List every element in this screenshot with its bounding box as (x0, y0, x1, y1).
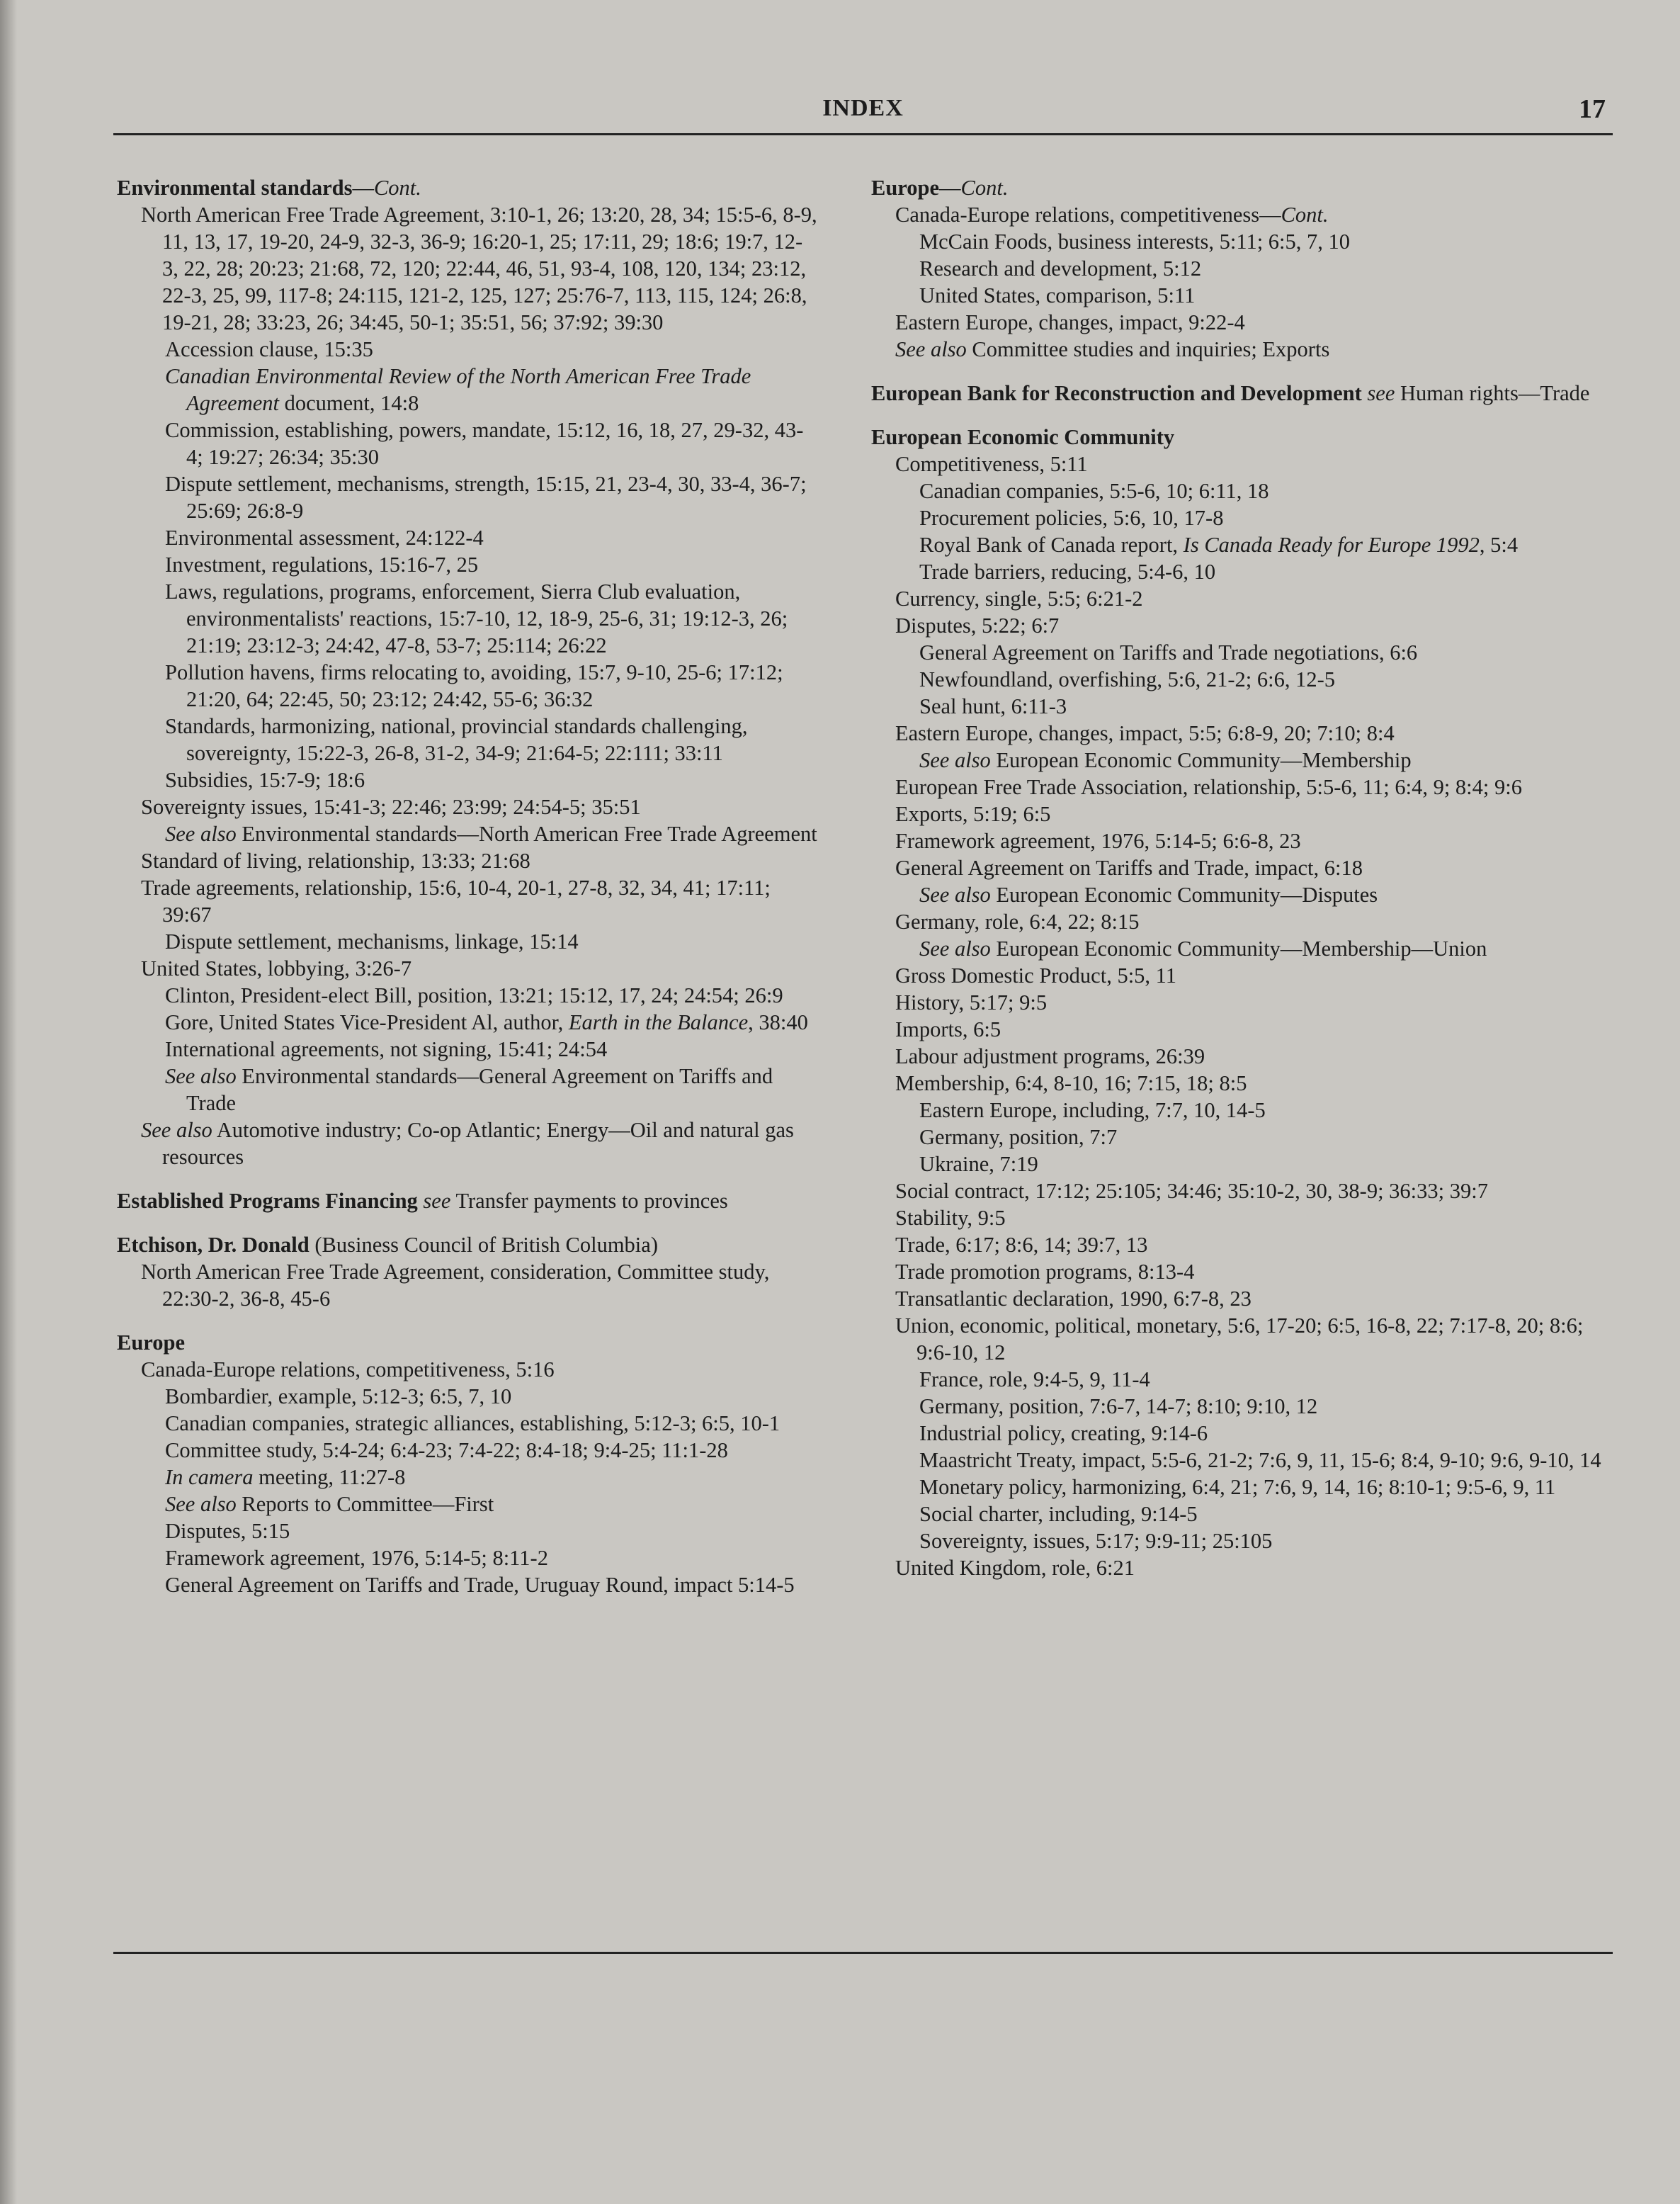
entry-text: Laws, regulations, programs, enforcement, Sierra Club evaluation, environmentalists' reactions, 15:7-10, 12, 18-9, 25-6, 31; 19:12-3, 26; 21:19; 23:12-3; 24:42, 47-8, 53-7; 25:114; 26:22 (165, 580, 788, 657)
entry-text: Subsidies, 15:7-9; 18:6 (165, 768, 365, 792)
index-entry (871, 720, 1608, 747)
index-entry (117, 1571, 818, 1598)
index-entry (117, 820, 818, 847)
entry-text: Seal hunt, 6:11-3 (919, 694, 1067, 718)
entry-text: Trade agreements, relationship, 15:6, 10-4, 20-1, 27-8, 32, 34, 41; 17:11; 39:67 (141, 876, 771, 927)
index-entry (871, 989, 1608, 1016)
entry-text: Sovereignty issues, 15:41-3; 22:46; 23:99; 24:54-5; 35:51 (141, 795, 641, 819)
entry-text: Eastern Europe, changes, impact, 5:5; 6:8-9, 20; 7:10; 8:4 (895, 721, 1395, 745)
entry-text: document, 14:8 (278, 391, 419, 415)
entry-text-after: Human rights—Trade (1395, 381, 1590, 405)
entry-heading: Etchison, Dr. Donald (117, 1233, 310, 1257)
index-entry (871, 1204, 1608, 1231)
index-entry (871, 1420, 1608, 1447)
entry-text-after: , 5:4 (1479, 533, 1519, 557)
index-entry (871, 1393, 1608, 1420)
index-entry (871, 380, 1608, 407)
entry-text: Competitiveness, 5:11 (895, 452, 1088, 476)
index-entry (871, 1016, 1608, 1043)
entry-italic: see (1367, 381, 1395, 405)
entry-heading: Europe (117, 1330, 186, 1355)
index-entry (871, 1258, 1608, 1285)
index-entry (871, 881, 1608, 908)
entry-text: Standards, harmonizing, national, provincial standards challenging, sovereignty, 15:22-3, 26-8, 31-2, 34-9; 21:64-5; 22:111; 33:11 (165, 714, 748, 765)
entry-text: Canadian companies, 5:5-6, 10; 6:11, 18 (919, 479, 1269, 503)
entry-italic: Is Canada Ready for Europe 1992 (1183, 533, 1480, 557)
index-entry (871, 1527, 1608, 1554)
entry-text: Framework agreement, 1976, 5:14-5; 6:6-8, 23 (895, 829, 1301, 853)
entry-text: Disputes, 5:15 (165, 1519, 290, 1543)
index-entry (871, 228, 1608, 255)
index-entry (871, 854, 1608, 881)
index-entry (117, 1518, 818, 1544)
entry-text: Investment, regulations, 15:16-7, 25 (165, 553, 479, 577)
entry-italic: See also (919, 937, 991, 961)
entry-text: Reports to Committee—First (236, 1492, 494, 1516)
index-entry (871, 174, 1608, 201)
index-entry (871, 477, 1608, 504)
entry-text: Trade, 6:17; 8:6, 14; 39:7, 13 (895, 1233, 1148, 1257)
entry-text: Industrial policy, creating, 9:14-6 (919, 1421, 1208, 1445)
entry-text: Accession clause, 15:35 (165, 337, 373, 361)
entry-text: Trade barriers, reducing, 5:4-6, 10 (919, 560, 1216, 584)
index-entry (117, 551, 818, 578)
entry-text: North American Free Trade Agreement, consideration, Committee study, 22:30-2, 36-8, 45-6 (141, 1260, 770, 1311)
entry-text: Committee studies and inquiries; Exports (966, 337, 1330, 361)
index-entry (871, 504, 1608, 531)
bottom-rule (113, 1952, 1613, 1954)
entry-heading: European Economic Community (871, 425, 1175, 449)
index-entry (871, 962, 1608, 989)
entry-text: Gore, United States Vice-President Al, author, (165, 1010, 569, 1034)
entry-text: European Economic Community—Membership (990, 748, 1412, 772)
index-entry (871, 1124, 1608, 1151)
index-entry (117, 1329, 818, 1356)
index-entry (871, 1043, 1608, 1070)
index-entry (117, 713, 818, 767)
entry-text: Eastern Europe, changes, impact, 9:22-4 (895, 310, 1245, 334)
entry-text: Environmental assessment, 24:122-4 (165, 526, 484, 550)
entry-heading: European Bank for Reconstruction and Development (871, 381, 1362, 405)
entry-italic: Earth in the Balance (568, 1010, 749, 1034)
index-entry (117, 174, 818, 201)
index-entry (117, 1187, 818, 1214)
index-entry (871, 935, 1608, 962)
right-index-column (871, 174, 1608, 1581)
entry-text: Eastern Europe, including, 7:7, 10, 14-5 (919, 1098, 1266, 1122)
entry-text: Social contract, 17:12; 25:105; 34:46; 35:10-2, 30, 38-9; 36:33; 39:7 (895, 1179, 1488, 1203)
index-entry (117, 1464, 818, 1491)
index-entry (117, 847, 818, 874)
entry-text-after: Transfer payments to provinces (450, 1189, 728, 1213)
entry-text: — (352, 176, 374, 200)
entry-text: Germany, position, 7:7 (919, 1125, 1118, 1149)
entry-text: Exports, 5:19; 6:5 (895, 802, 1051, 826)
index-entry (117, 1258, 818, 1312)
index-entry (871, 451, 1608, 477)
entry-text: Standard of living, relationship, 13:33; 21:68 (141, 849, 530, 873)
entry-italic: See also (919, 883, 991, 907)
index-entry (871, 774, 1608, 801)
index-entry (871, 1554, 1608, 1581)
entry-italic: See also (895, 337, 967, 361)
index-entry (871, 1312, 1608, 1366)
entry-italic: See also (141, 1118, 212, 1142)
entry-text: General Agreement on Tariffs and Trade, impact, 6:18 (895, 856, 1363, 880)
index-entry (871, 1177, 1608, 1204)
entry-italic: see (423, 1189, 451, 1213)
entry-text: Framework agreement, 1976, 5:14-5; 8:11-2 (165, 1546, 548, 1570)
index-entry (117, 659, 818, 713)
index-entry (117, 201, 818, 336)
entry-text: General Agreement on Tariffs and Trade negotiations, 6:6 (919, 640, 1418, 665)
entry-text: Dispute settlement, mechanisms, linkage, 15:14 (165, 929, 579, 954)
index-entry (871, 747, 1608, 774)
index-entry (117, 578, 818, 659)
entry-text: General Agreement on Tariffs and Trade, Uruguay Round, impact 5:14-5 (165, 1573, 795, 1597)
index-entry (117, 1117, 818, 1170)
page-title: INDEX (822, 95, 904, 121)
entry-text: France, role, 9:4-5, 9, 11-4 (919, 1367, 1150, 1391)
index-entry (871, 309, 1608, 336)
index-entry (117, 955, 818, 982)
entry-text: Automotive industry; Co-op Atlantic; Energy—Oil and natural gas resources (162, 1118, 794, 1169)
entry-text: Union, economic, political, monetary, 5:6, 17-20; 6:5, 16-8, 22; 7:17-8, 20; 8:6; 9:6-10, 12 (895, 1313, 1584, 1364)
entry-text: Disputes, 5:22; 6:7 (895, 614, 1060, 638)
index-entry (871, 639, 1608, 666)
index-entry (871, 201, 1608, 228)
index-entry (871, 424, 1608, 451)
entry-text: Environmental standards—General Agreement on Tariffs and Trade (186, 1064, 773, 1115)
index-entry (117, 524, 818, 551)
page-number: 17 (1579, 94, 1606, 124)
entry-italic: Canadian Environmental Review of the North American Free Trade Agreement (165, 364, 751, 415)
entry-text: Currency, single, 5:5; 6:21-2 (895, 587, 1143, 611)
index-entry (871, 336, 1608, 363)
entry-italic: In camera (165, 1465, 254, 1489)
entry-italic: See also (919, 748, 991, 772)
entry-text: European Economic Community—Membership—Union (990, 937, 1487, 961)
index-entry (871, 827, 1608, 854)
index-entry (117, 928, 818, 955)
index-entry (117, 874, 818, 928)
left-index-column (117, 174, 818, 1598)
entry-text: Gross Domestic Product, 5:5, 11 (895, 963, 1177, 988)
entry-heading: Environmental standards (117, 176, 353, 200)
entry-text: Trade promotion programs, 8:13-4 (895, 1260, 1195, 1284)
index-entry (871, 693, 1608, 720)
index-entry (871, 1447, 1608, 1474)
entry-text: North American Free Trade Agreement, 3:10-1, 26; 13:20, 28, 34; 15:5-6, 8-9, 11, 13, 17, 19-20, 24-9, 32-3, 36-9; 16:20-1, 25; 17:11, 29; 18:6; 19:7, 12-3, 22, 28; 20:23; 21:68, 72, 120; 22:44, 46, 51, 93-4, 108, 120, 134; 23:12, 22-3, 25, 99, 117-8; 24:115, 121-2, 125, 127; 25:76-7, 113, 115, 124; 26:8, 19-21, 28; 33:23, 26; 34:45, 50-1; 35:51, 56; 37:92; 39:30 (141, 203, 817, 334)
entry-text: Membership, 6:4, 8-10, 16; 7:15, 18; 8:5 (895, 1071, 1247, 1095)
entry-text: Committee study, 5:4-24; 6:4-23; 7:4-22; 8:4-18; 9:4-25; 11:1-28 (165, 1438, 728, 1462)
index-entry (871, 1501, 1608, 1527)
index-entry (117, 982, 818, 1009)
entry-text: History, 5:17; 9:5 (895, 990, 1048, 1015)
index-entry (871, 612, 1608, 639)
entry-text-after: , 38:40 (748, 1010, 808, 1034)
index-entry (117, 336, 818, 363)
entry-text: European Free Trade Association, relationship, 5:5-6, 11; 6:4, 9; 8:4; 9:6 (895, 775, 1522, 799)
entry-text: Newfoundland, overfishing, 5:6, 21-2; 6:6, 12-5 (919, 667, 1336, 691)
entry-text: Canada-Europe relations, competitiveness, 5:16 (141, 1357, 555, 1381)
entry-text: United States, comparison, 5:11 (919, 283, 1196, 307)
entry-text: Royal Bank of Canada report, (919, 533, 1184, 557)
index-entry (117, 1356, 818, 1383)
entry-text: Labour adjustment programs, 26:39 (895, 1044, 1205, 1068)
entry-text: Germany, position, 7:6-7, 14-7; 8:10; 9:10, 12 (919, 1394, 1318, 1418)
index-entry (117, 363, 818, 417)
index-entry (117, 1063, 818, 1117)
entry-heading: Established Programs Financing (117, 1189, 418, 1213)
index-entry (871, 908, 1608, 935)
index-entry (871, 801, 1608, 827)
entry-text: Clinton, President-elect Bill, position, 13:21; 15:12, 17, 24; 24:54; 26:9 (165, 983, 783, 1007)
entry-text: Social charter, including, 9:14-5 (919, 1502, 1198, 1526)
index-entry (117, 417, 818, 470)
entry-text: Monetary policy, harmonizing, 6:4, 21; 7:6, 9, 14, 16; 8:10-1; 9:5-6, 9, 11 (919, 1475, 1556, 1499)
entry-text: Research and development, 5:12 (919, 256, 1202, 281)
index-entry (117, 1544, 818, 1571)
index-entry (871, 1151, 1608, 1177)
index-entry (871, 585, 1608, 612)
index-entry (117, 793, 818, 820)
entry-text: Procurement policies, 5:6, 10, 17-8 (919, 506, 1224, 530)
entry-text: meeting, 11:27-8 (253, 1465, 406, 1489)
index-entry (117, 470, 818, 524)
entry-heading: Europe (871, 176, 940, 200)
entry-italic: Cont. (1281, 203, 1329, 227)
index-entry (117, 1437, 818, 1464)
entry-italic: See also (165, 822, 237, 846)
entry-text: United Kingdom, role, 6:21 (895, 1556, 1135, 1580)
index-entry (871, 1097, 1608, 1124)
index-entry (871, 282, 1608, 309)
index-entry (117, 1491, 818, 1518)
entry-text: Imports, 6:5 (895, 1017, 1001, 1041)
index-entry (871, 1474, 1608, 1501)
index-entry (871, 1070, 1608, 1097)
entry-text: Ukraine, 7:19 (919, 1152, 1038, 1176)
index-entry (871, 1285, 1608, 1312)
index-entry (117, 1231, 818, 1258)
entry-text: Pollution havens, firms relocating to, avoiding, 15:7, 9-10, 25-6; 17:12; 21:20, 64; 22:45, 50; 23:12; 24:42, 55-6; 36:32 (165, 660, 783, 711)
entry-text: Transatlantic declaration, 1990, 6:7-8, 23 (895, 1287, 1252, 1311)
entry-text: Commission, establishing, powers, mandate, 15:12, 16, 18, 27, 29-32, 43-4; 19:27; 26:34; 35:30 (165, 418, 804, 469)
entry-text: Sovereignty, issues, 5:17; 9:9-11; 25:105 (919, 1529, 1273, 1553)
index-entry (117, 1410, 818, 1437)
entry-text: Stability, 9:5 (895, 1206, 1006, 1230)
running-head (113, 91, 1613, 135)
entry-text: Bombardier, example, 5:12-3; 6:5, 7, 10 (165, 1384, 512, 1408)
index-entry (871, 1366, 1608, 1393)
entry-text: United States, lobbying, 3:26-7 (141, 956, 412, 981)
index-entry (871, 558, 1608, 585)
index-entry (117, 1009, 818, 1036)
entry-italic: See also (165, 1492, 237, 1516)
entry-text: Maastricht Treaty, impact, 5:5-6, 21-2; 7:6, 9, 11, 15-6; 8:4, 9-10; 9:6, 9-10, 14 (919, 1448, 1601, 1472)
index-entry (871, 666, 1608, 693)
entry-italic: Cont. (373, 176, 421, 200)
index-entry (117, 1383, 818, 1410)
entry-text: Canadian companies, strategic alliances, establishing, 5:12-3; 6:5, 10-1 (165, 1411, 781, 1435)
index-entry (117, 1036, 818, 1063)
entry-text: European Economic Community—Disputes (990, 883, 1378, 907)
entry-text: McCain Foods, business interests, 5:11; 6:5, 7, 10 (919, 230, 1351, 254)
index-entry (871, 1231, 1608, 1258)
index-entry (117, 767, 818, 793)
entry-text: (Business Council of British Columbia) (309, 1233, 658, 1257)
entry-text: Environmental standards—North American Free Trade Agreement (236, 822, 817, 846)
entry-text: Germany, role, 6:4, 22; 8:15 (895, 910, 1140, 934)
entry-text: Dispute settlement, mechanisms, strength, 15:15, 21, 23-4, 30, 33-4, 36-7; 25:69; 26:8-9 (165, 472, 807, 523)
index-entry (871, 255, 1608, 282)
entry-italic: Cont. (960, 176, 1009, 200)
entry-text: International agreements, not signing, 15:41; 24:54 (165, 1037, 608, 1061)
entry-text: Canada-Europe relations, competitiveness— (895, 203, 1281, 227)
entry-text: — (939, 176, 961, 200)
entry-italic: See also (165, 1064, 237, 1088)
index-entry (871, 531, 1608, 558)
